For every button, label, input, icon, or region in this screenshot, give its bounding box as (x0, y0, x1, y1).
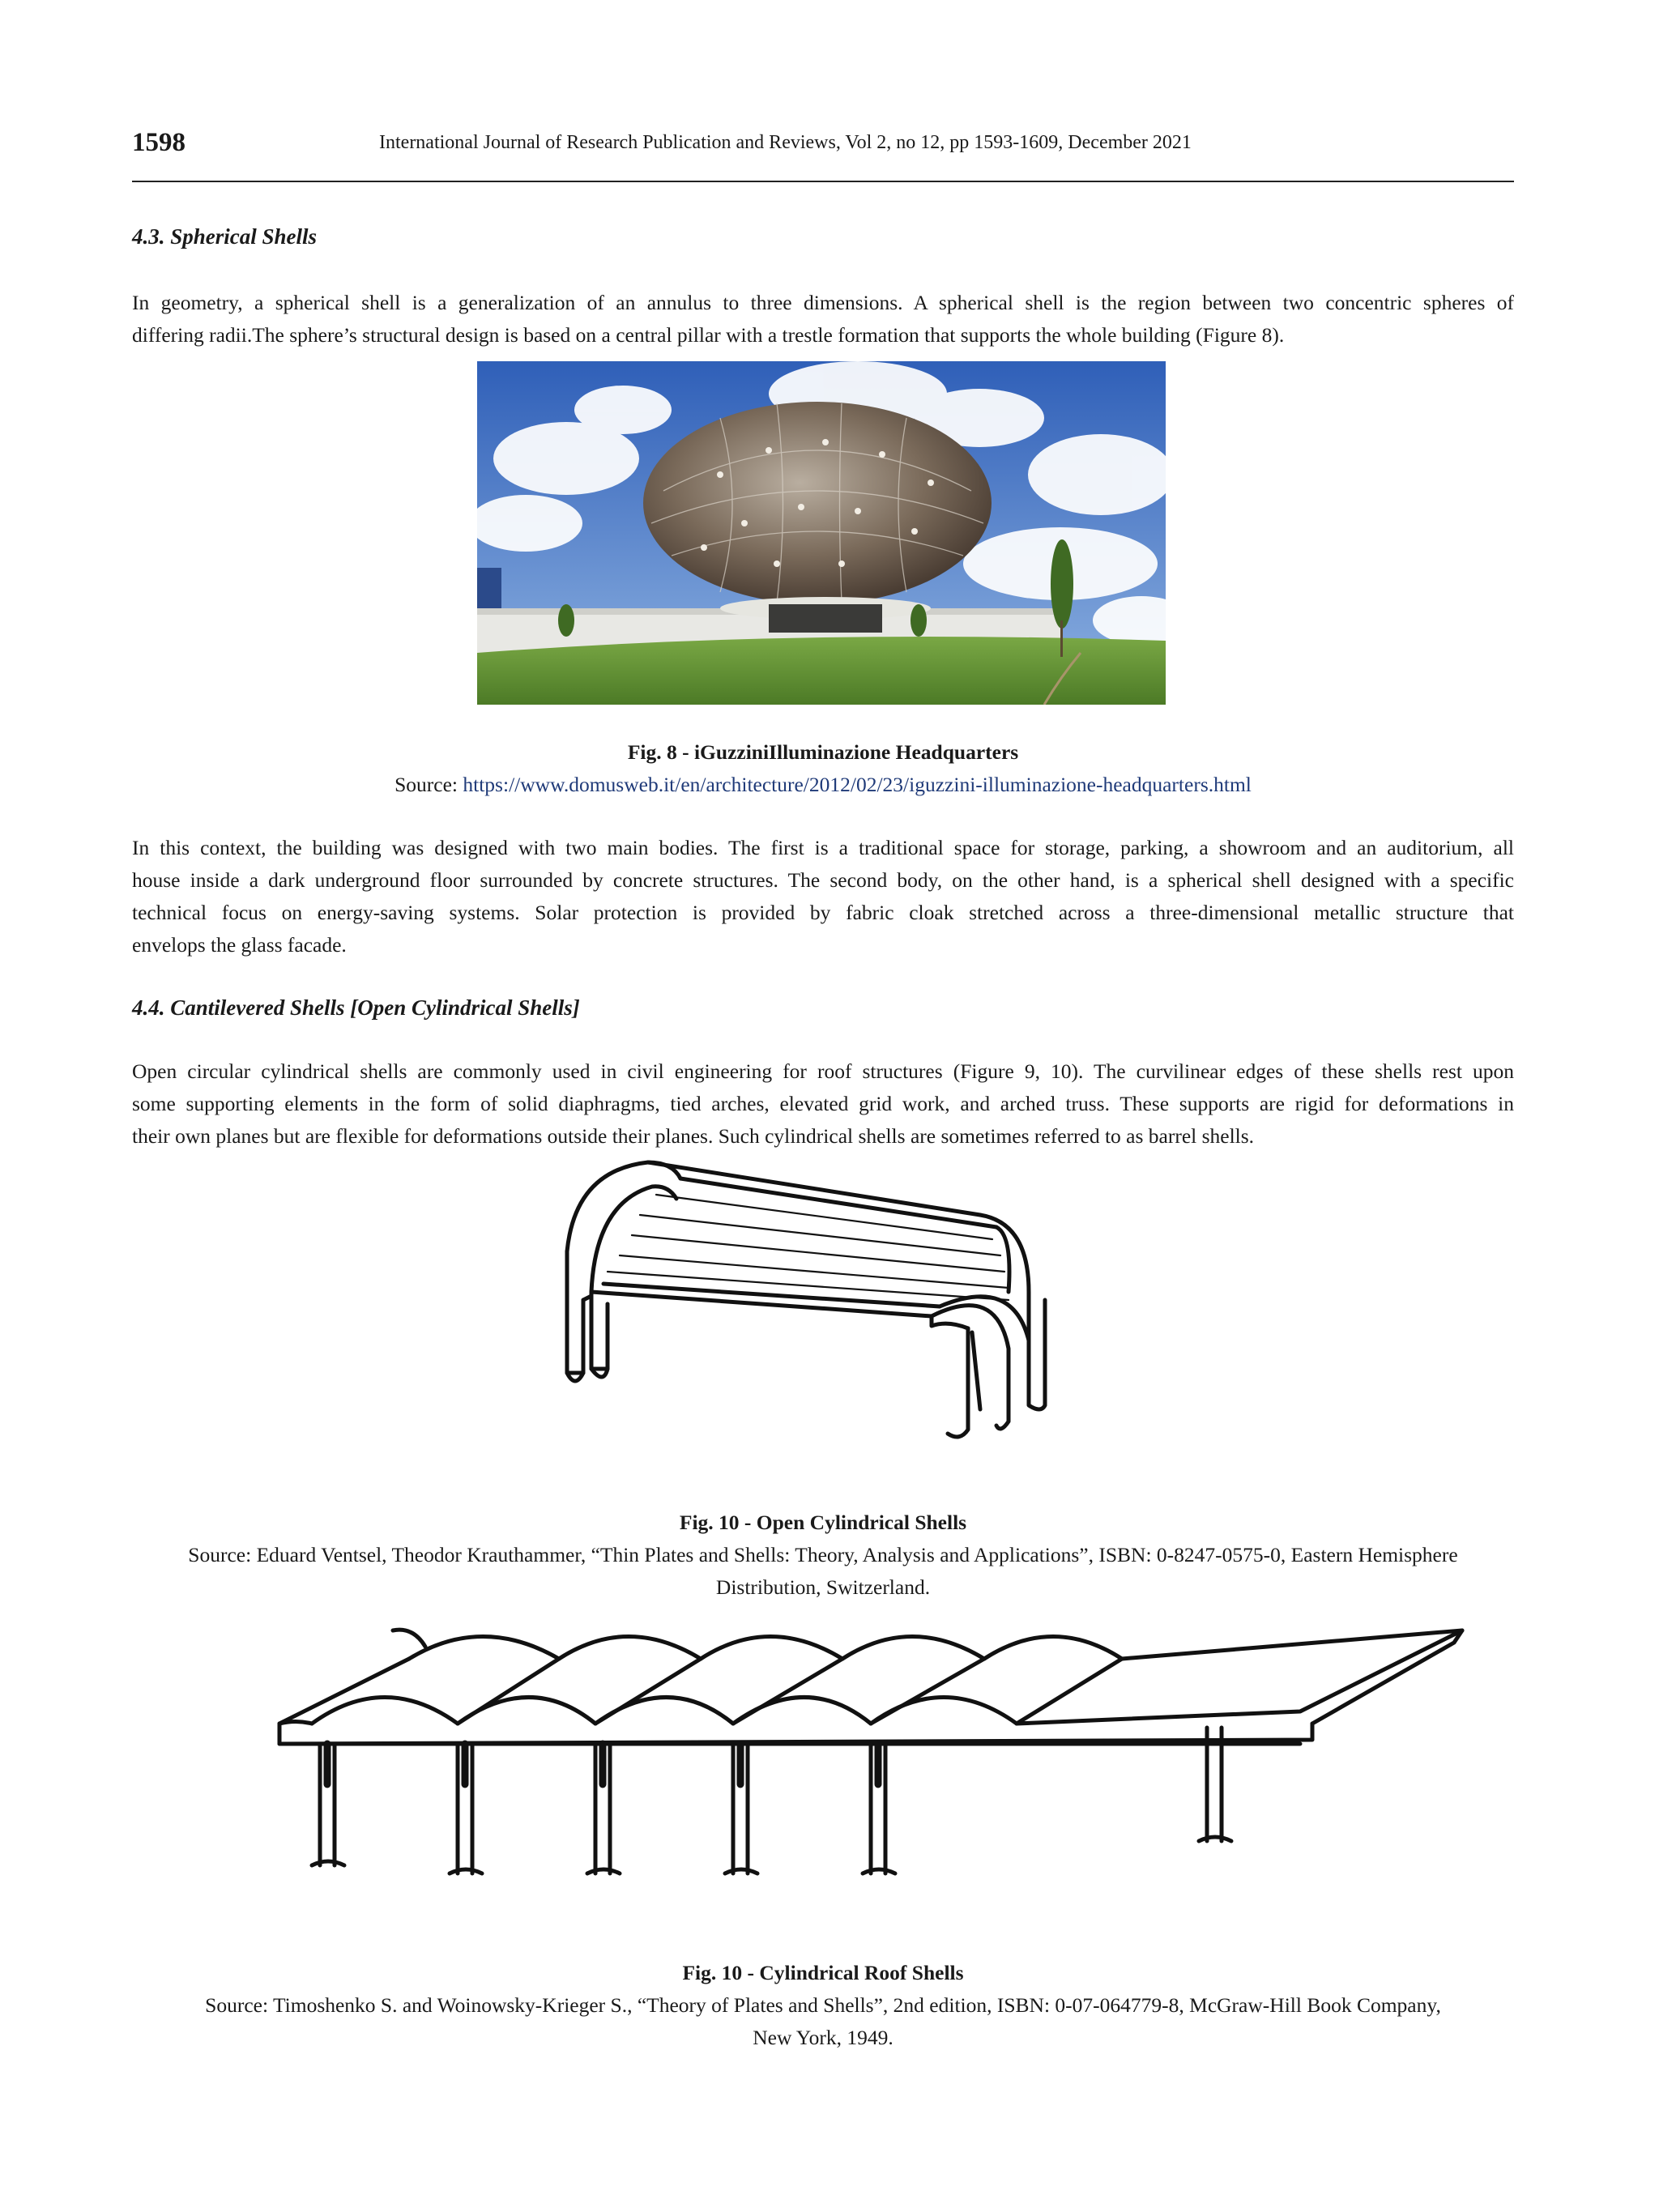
figure-source: Source: Eduard Ventsel, Theodor Krauthammer, “Thin Plates and Shells: Theory, Analysis and Applications”, ISBN: 0-8247-0575-0, Eastern Hemisphere (188, 1543, 1458, 1566)
context-paragraph (132, 832, 1514, 961)
spherical-shells-paragraph (132, 287, 1514, 352)
iguzzini-headquarters-photo (477, 361, 1166, 705)
figure-caption-title: Fig. 10 - Cylindrical Roof Shells (682, 1961, 964, 1984)
page-number: 1598 (132, 128, 186, 157)
paragraph-line: house inside a dark underground floor surrounded by concrete structures. The second body, on the other hand, is a spherical shell designed with a specific (132, 868, 1514, 892)
section-heading-cantilevered-shells: 4.4. Cantilevered Shells [Open Cylindrical Shells] (132, 995, 580, 1020)
figure-source: New York, 1949. (753, 2026, 893, 2049)
paragraph-line: In geometry, a spherical shell is a generalization of an annulus to three dimensions. A spherical shell is the region between two concentric spheres of (132, 291, 1514, 314)
figure-caption-title: Fig. 10 - Open Cylindrical Shells (679, 1511, 967, 1534)
paragraph-line: differing radii.The sphere’s structural design is based on a central pillar with a trestle formation that supports the whole building (Figure 8). (132, 323, 1285, 347)
figure-source: Source: Timoshenko S. and Woinowsky-Krieger S., “Theory of Plates and Shells”, 2nd edition, ISBN: 0-07-064779-8, McGraw-Hill Book Company, (205, 1993, 1441, 2017)
paragraph-line: Open circular cylindrical shells are commonly used in civil engineering for roof structures (Figure 9, 10). The curvilinear edges of these shells rest upon (132, 1059, 1514, 1083)
source-label: Source: (394, 773, 463, 796)
paragraph-line: envelops the glass facade. (132, 933, 347, 957)
paragraph-line: technical focus on energy-saving systems. Solar protection is provided by fabric cloak stretched across a three-dimensional metallic structure that (132, 901, 1514, 924)
paragraph-line: some supporting elements in the form of solid diaphragms, tied arches, elevated grid work, and arched truss. These supports are rigid for deformations in (132, 1092, 1514, 1115)
figure-8-caption (132, 736, 1514, 801)
figure-source (132, 769, 1514, 801)
figure-10-roof-caption (132, 1957, 1514, 2054)
figure-10-open-caption (132, 1507, 1514, 1604)
figure-caption-title: Fig. 8 - iGuzziniIlluminazione Headquarters (627, 740, 1019, 764)
source-link[interactable]: https://www.domusweb.it/en/architecture/2012/02/23/iguzzini-illuminazione-headquarters.html (463, 773, 1252, 796)
header-rule (132, 181, 1514, 182)
paragraph-line: their own planes but are flexible for deformations outside their planes. Such cylindrical shells are sometimes referred to as barrel shells. (132, 1124, 1255, 1148)
cylindrical-roof-shells-drawing (263, 1622, 1470, 1898)
figure-source: Distribution, Switzerland. (715, 1575, 931, 1599)
journal-header: International Journal of Research Publication and Reviews, Vol 2, no 12, pp 1593-1609, December 2021 (379, 132, 1192, 153)
open-cylindrical-shell-drawing (559, 1154, 1053, 1446)
paragraph-line: In this context, the building was designed with two main bodies. The first is a traditional space for storage, parking, a showroom and an auditorium, all (132, 836, 1514, 859)
cantilevered-shells-paragraph (132, 1055, 1514, 1153)
section-heading-spherical-shells: 4.3. Spherical Shells (132, 224, 318, 249)
